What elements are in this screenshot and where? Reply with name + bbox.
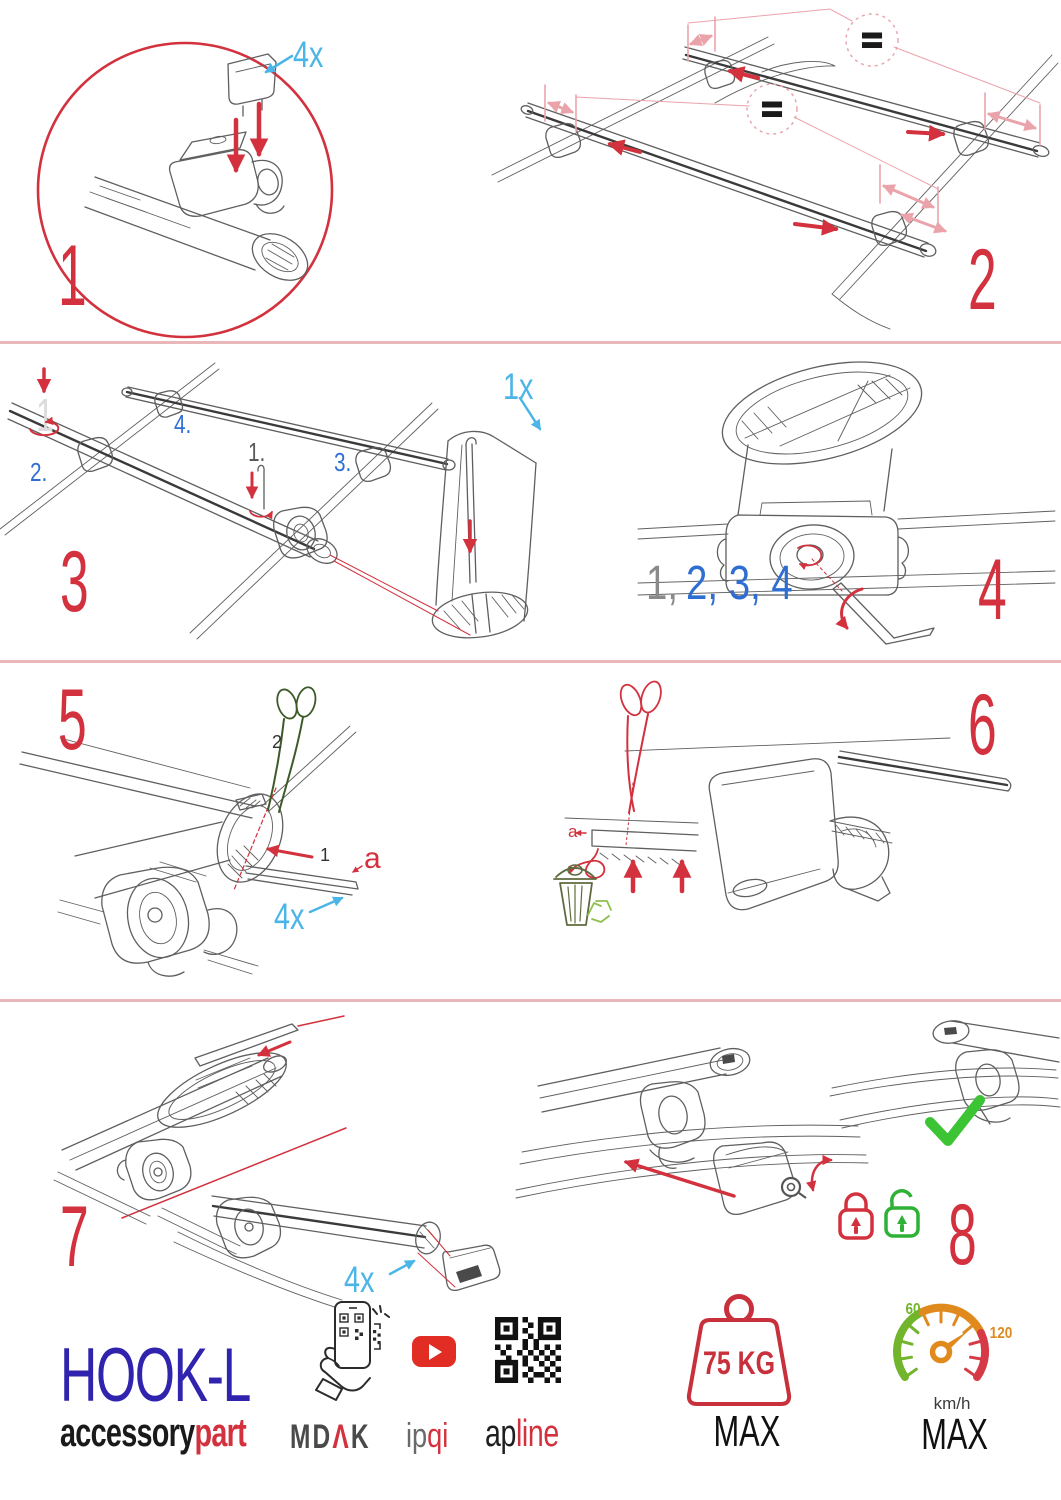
- gauge-hub: [933, 1344, 950, 1361]
- product-name-logo: HOOK-L: [60, 1333, 250, 1418]
- step-5-number: 5: [58, 672, 87, 768]
- step-8-illustration: [510, 1000, 1061, 1310]
- recycle-icon: [588, 901, 611, 922]
- apline-logo: [485, 1415, 559, 1453]
- ipqi-red: qi: [427, 1417, 449, 1455]
- finished-assembly-drawing: [830, 1019, 1060, 1128]
- key-storage-pointer-lines: [330, 555, 470, 635]
- max-load-icon: [672, 1292, 806, 1414]
- equal-spacing-badges: [747, 14, 898, 134]
- cap-tab: [456, 1265, 482, 1283]
- mdak-pre: MD: [290, 1418, 333, 1456]
- max-load-label: MAX: [713, 1407, 781, 1456]
- equal-sign: =: [861, 19, 883, 60]
- brand-accessorypart: [60, 1413, 246, 1453]
- step-8-number: 8: [948, 1187, 977, 1283]
- key-icon: [782, 1178, 806, 1198]
- dimension-label-a: a: [568, 822, 578, 841]
- spacing-measure-guides: [545, 9, 1040, 231]
- foot-label-2: 2.: [30, 457, 48, 487]
- ipqi-logo: [406, 1419, 448, 1453]
- step-6-number: 6: [968, 677, 997, 773]
- ghost-step-digit: 1: [36, 390, 54, 442]
- mdak-lambda: Λ: [332, 1418, 351, 1456]
- step-1-quantity-label: 4x: [293, 34, 324, 75]
- turn-knob-hints: [30, 369, 272, 517]
- step-7-number: 7: [60, 1189, 89, 1285]
- quantity-pointer-arrow: [310, 898, 342, 912]
- check-icon: [930, 1100, 980, 1141]
- foot-clamp-drawing: [58, 867, 258, 976]
- apline-red: line: [515, 1413, 559, 1455]
- strip-part-label: 1: [320, 845, 331, 865]
- scissors-part-label: 2: [272, 732, 283, 752]
- lock-closed-icon: [840, 1194, 872, 1238]
- crossbars-drawing: [520, 47, 1050, 258]
- max-speed-label: MAX: [921, 1410, 988, 1459]
- clamp-plate-part: [228, 54, 276, 116]
- sequence-todo: 2, 3, 4: [686, 557, 793, 610]
- roof-line: [625, 738, 950, 751]
- foot-label-3: 3.: [334, 447, 352, 477]
- step-3-illustration: [0, 343, 630, 660]
- step-5-quantity-label: 4x: [274, 896, 305, 937]
- mdak-post: K: [350, 1418, 371, 1456]
- foot-bracket-drawing: [709, 751, 1011, 910]
- trash-bin-icon: [554, 865, 596, 925]
- bar-cross-section-drawing: [712, 344, 932, 515]
- speed-high-label: 120: [989, 1325, 1013, 1343]
- step-1-illustration: [40, 12, 400, 338]
- brand-red: part: [194, 1411, 246, 1455]
- apline-black: ap: [485, 1413, 516, 1455]
- step-2-number: 2: [968, 232, 997, 328]
- brand-black: accessory: [60, 1411, 195, 1455]
- ipqi-gray: ip: [406, 1417, 428, 1455]
- push-up-arrows: [633, 862, 682, 891]
- step-2-illustration: [400, 3, 1061, 338]
- step-3-number: 3: [60, 534, 89, 630]
- strip-cut-drawing: [565, 818, 698, 865]
- lock-cover-drawing: [516, 1045, 868, 1214]
- step-4-number: 4: [978, 542, 1007, 638]
- lock-open-icon: [886, 1191, 918, 1236]
- step-4-sequence: [646, 557, 793, 610]
- speed-unit: km/h: [933, 1394, 971, 1413]
- insert-arrows: [236, 104, 259, 170]
- step-1-number: 1: [58, 228, 87, 324]
- step-3-quantity-label: 1x: [503, 366, 534, 407]
- allen-key-drawing: [833, 583, 934, 644]
- step-7-quantity-label: 4x: [344, 1259, 375, 1300]
- crossbar-foot-drawing: [85, 132, 316, 290]
- foot-label-4: 4.: [174, 409, 192, 439]
- equal-sign: =: [761, 88, 783, 129]
- mdak-logo: [290, 1420, 371, 1454]
- phone-qr-scan-icon: [315, 1297, 391, 1403]
- dimension-label-a: a: [364, 842, 381, 875]
- max-load-value: 75 KG: [702, 1346, 776, 1382]
- youtube-icon: [412, 1336, 456, 1367]
- qr-code: [495, 1317, 561, 1383]
- foot-label-1: 1.: [248, 437, 266, 467]
- sequence-done: 1,: [646, 557, 679, 610]
- play-triangle: [429, 1344, 442, 1360]
- speed-low-label: 60: [905, 1301, 921, 1319]
- end-cap-drawing: [174, 1196, 500, 1310]
